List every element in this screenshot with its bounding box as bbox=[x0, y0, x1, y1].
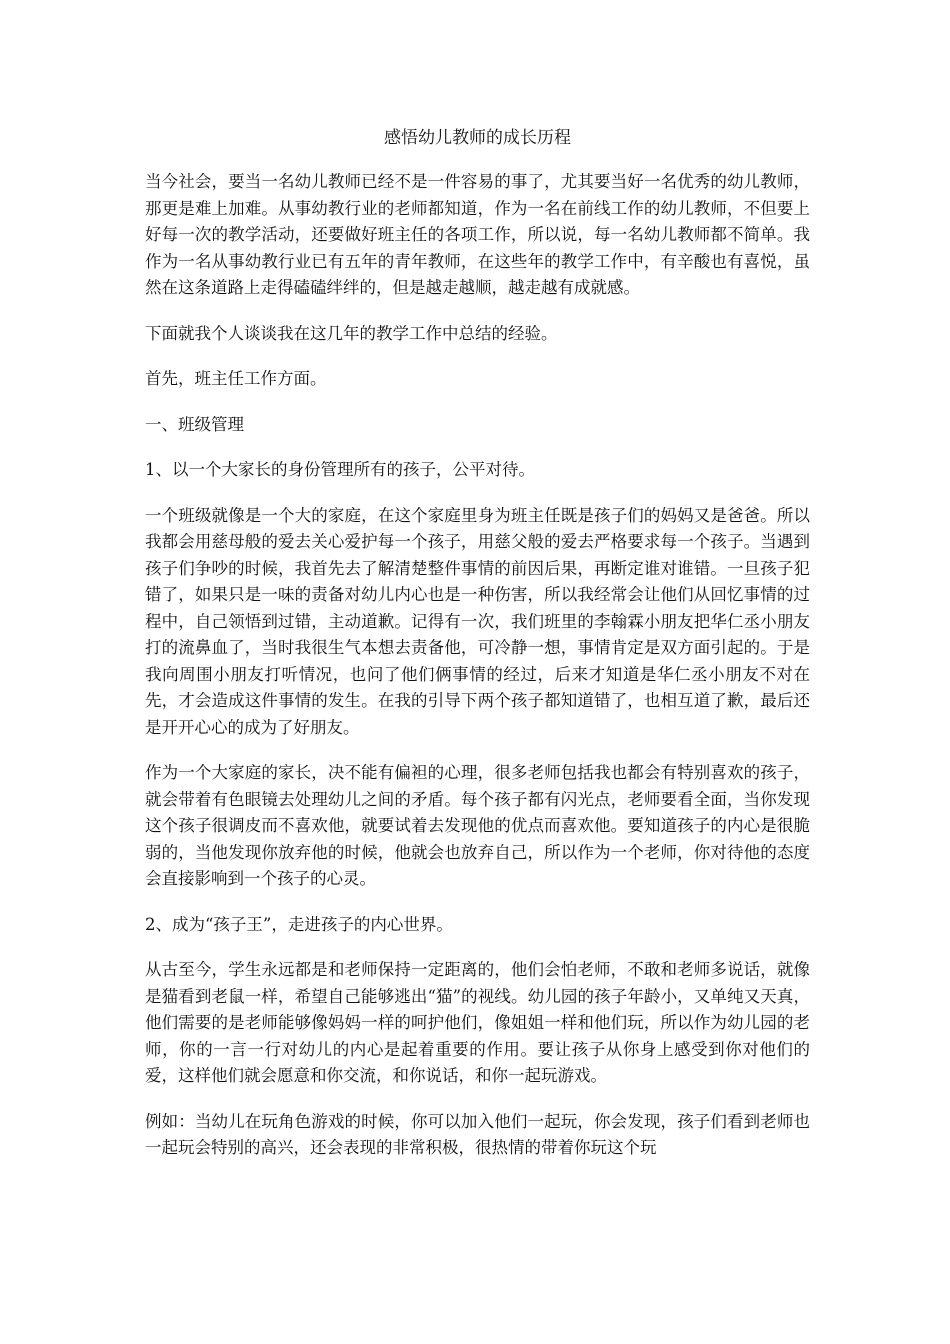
paragraph-no-favoritism: 作为一个大家庭的家长，决不能有偏袒的心理，很多老师包括我也都会有特别喜欢的孩子，就会带着有色眼镜去处理幼儿之间的矛盾。每个孩子都有闪光点，老师要看全面，当你发现这个孩子很调皮而不喜欢他，就要试着去发现他的优点而喜欢他。要知道孩子的内心是很脆弱的，当他发现你放弃他的时候，他就会也放弃自己，所以作为一个老师，你对待他的态度会直接影响到一个孩子的心灵。 bbox=[145, 763, 810, 888]
document-title: 感悟幼儿教师的成长历程 bbox=[384, 128, 571, 148]
paragraph-first-point: 首先，班主任工作方面。 bbox=[145, 369, 327, 388]
paragraph-intro: 当今社会，要当一名幼儿教师已经不是一件容易的事了，尤其要当好一名优秀的幼儿教师，那更是难上加难。从事幼教行业的老师都知道，作为一名在前线工作的幼儿教师，不但要上好每一次的教学活动，还要做好班主任的各项工作，所以说，每一名幼儿教师都不简单。我作为一名从事幼教行业已有五年的青年教师，在这些年的教学工作中，有辛酸也有喜悦，虽然在这条道路上走得磕磕绊绊的，但是越走越顺，越走越有成就感。 bbox=[145, 172, 810, 297]
paragraph-teacher-distance: 从古至今，学生永远都是和老师保持一定距离的，他们会怕老师，不敢和老师多说话，就像是猫看到老鼠一样，希望自己能够逃出“猫”的视线。幼儿园的孩子年龄小，又单纯又天真，他们需要的是老师能够像妈妈一样的呵护他们，像姐姐一样和他们玩，所以作为幼儿园的老师，你的一言一行对幼儿的内心是起着重要的作用。要让孩子从你身上感受到你对他们的爱，这样他们就会愿意和你交流，和你说话，和你一起玩游戏。 bbox=[145, 960, 810, 1085]
paragraph-experience-lead: 下面就我个人谈谈我在这几年的教学工作中总结的经验。 bbox=[145, 323, 558, 343]
subheading-fair-treatment: 1、以一个大家长的身份管理所有的孩子，公平对待。 bbox=[145, 460, 535, 479]
subheading-children-king: 2、成为“孩子王”，走进孩子的内心世界。 bbox=[145, 914, 453, 934]
document-page bbox=[145, 124, 810, 1162]
paragraph-role-play-example: 例如：当幼儿在玩角色游戏的时候，你可以加入他们一起玩，你会发现，孩子们看到老师也一起玩会特别的高兴，还会表现的非常积极，很热情的带着你玩这个玩 bbox=[145, 1111, 810, 1157]
paragraph-class-family: 一个班级就像是一个大的家庭，在这个家庭里身为班主任既是孩子们的妈妈又是爸爸。所以我都会用慈母般的爱去关心爱护每一个孩子，用慈父般的爱去严格要求每一个孩子。当遇到孩子们争吵的时候，我首先去了解清楚整件事情的前因后果，再断定谁对谁错。一旦孩子犯错了，如果只是一味的责备对幼儿内心也是一种伤害，所以我经常会让他们从回忆事情的过程中，自己领悟到过错，主动道歉。记得有一次，我们班里的李翰霖小朋友把华仁丞小朋友打的流鼻血了，当时我很生气本想去责备他，可冷静一想，事情肯定是双方面引起的。于是我向周围小朋友打听情况，也问了他们俩事情的经过，后来才知道是华仁丞小朋友不对在先，才会造成这件事情的发生。在我的引导下两个孩子都知道错了，也相互道了歉，最后还是开开心心的成为了好朋友。 bbox=[145, 505, 810, 737]
section-heading-class-management: 一、班级管理 bbox=[145, 414, 244, 434]
